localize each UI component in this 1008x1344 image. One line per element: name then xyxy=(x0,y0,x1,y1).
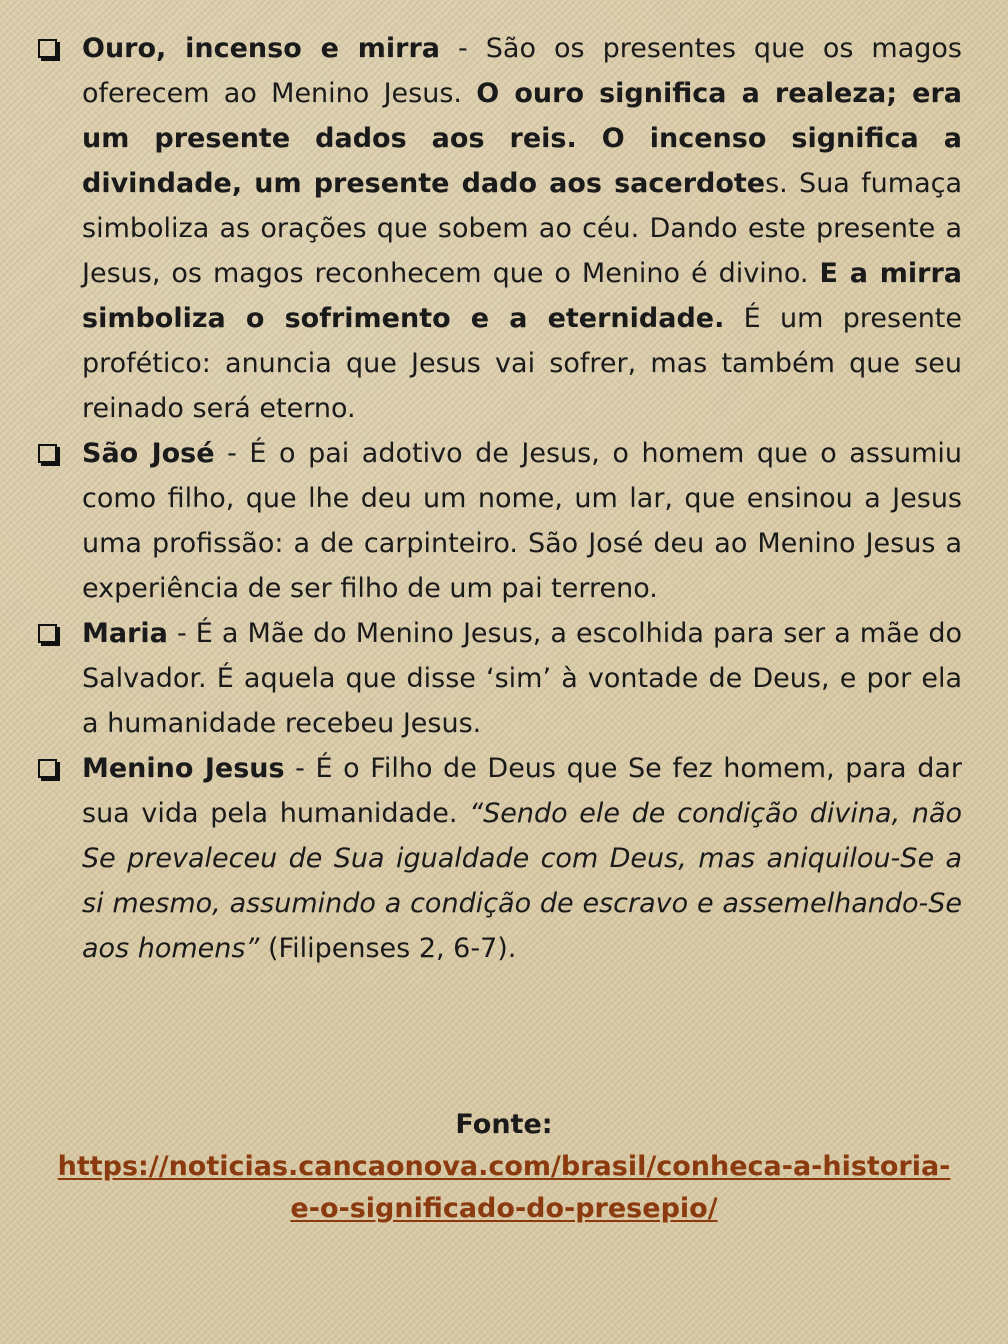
item-separator: - xyxy=(284,753,316,784)
list-item-text xyxy=(82,431,962,611)
item-bold-text: O ouro significa a realeza; era um presente dados aos reis. O incenso significa a divindade, um presente dado aos sacerdote xyxy=(82,78,962,199)
item-text: É a Mãe do Menino Jesus, a escolhida para ser a mãe do Salvador. É aquela que disse ‘sim’ à vontade de Deus, e por ela a humanidade recebeu Jesus. xyxy=(82,618,962,739)
list-item-text xyxy=(82,746,962,971)
checkbox-square-icon xyxy=(36,26,82,71)
list-item-menino-jesus xyxy=(36,746,962,971)
item-separator: - xyxy=(214,438,250,469)
list-item-text xyxy=(82,611,962,746)
checkbox-square-icon xyxy=(36,746,82,791)
list-item-text xyxy=(82,26,962,431)
item-term: São José xyxy=(82,438,215,469)
list-item-maria xyxy=(36,611,962,746)
item-separator: - xyxy=(440,33,486,64)
source-link[interactable] xyxy=(0,1146,1008,1230)
item-text: É o pai adotivo de Jesus, o homem que o assumiu como filho, que lhe deu um nome, um lar, que ensinou a Jesus uma profissão: a de carpinteiro. São José deu ao Menino Jesus a experiência de ser filho de um pai terreno. xyxy=(82,438,963,604)
source-section xyxy=(0,1104,1008,1230)
item-bold-text: E a mirra simboliza o sofrimento e a eternidade. xyxy=(82,258,963,334)
item-text: (Filipenses 2, 6-7). xyxy=(259,933,517,964)
source-link-line-2[interactable]: e-o-significado-do-presepio/ xyxy=(290,1193,718,1224)
item-term: Maria xyxy=(82,618,168,649)
item-text: É o Filho de Deus que Se fez homem, para dar sua vida pela humanidade. xyxy=(82,753,962,829)
item-text: s. Sua fumaça simboliza as orações que sobem ao céu. Dando este presente a Jesus, os magos reconhecem que o Menino é divino. xyxy=(82,168,963,289)
checkbox-square-icon xyxy=(36,431,82,476)
checkbox-square-icon xyxy=(36,611,82,656)
item-text: É um presente profético: anuncia que Jesus vai sofrer, mas também que seu reinado será eterno. xyxy=(82,303,963,424)
source-link-line-1[interactable]: https://noticias.cancaonova.com/brasil/conheca-a-historia- xyxy=(57,1151,951,1182)
list-item-sao-jose xyxy=(36,431,962,611)
source-label: Fonte: xyxy=(455,1109,553,1140)
bible-quote: “Sendo ele de condição divina, não Se prevaleceu de Sua igualdade com Deus, mas aniquilou-Se a si mesmo, assumindo a condição de escravo e assemelhando-Se aos homens” xyxy=(82,798,963,964)
list-item-ouro-incenso-mirra xyxy=(36,26,962,431)
item-term: Menino Jesus xyxy=(82,753,285,784)
bullet-list xyxy=(36,26,962,971)
item-separator: - xyxy=(167,618,196,649)
item-text: São os presentes que os magos oferecem ao Menino Jesus. xyxy=(82,33,962,109)
item-term: Ouro, incenso e mirra xyxy=(82,33,440,64)
